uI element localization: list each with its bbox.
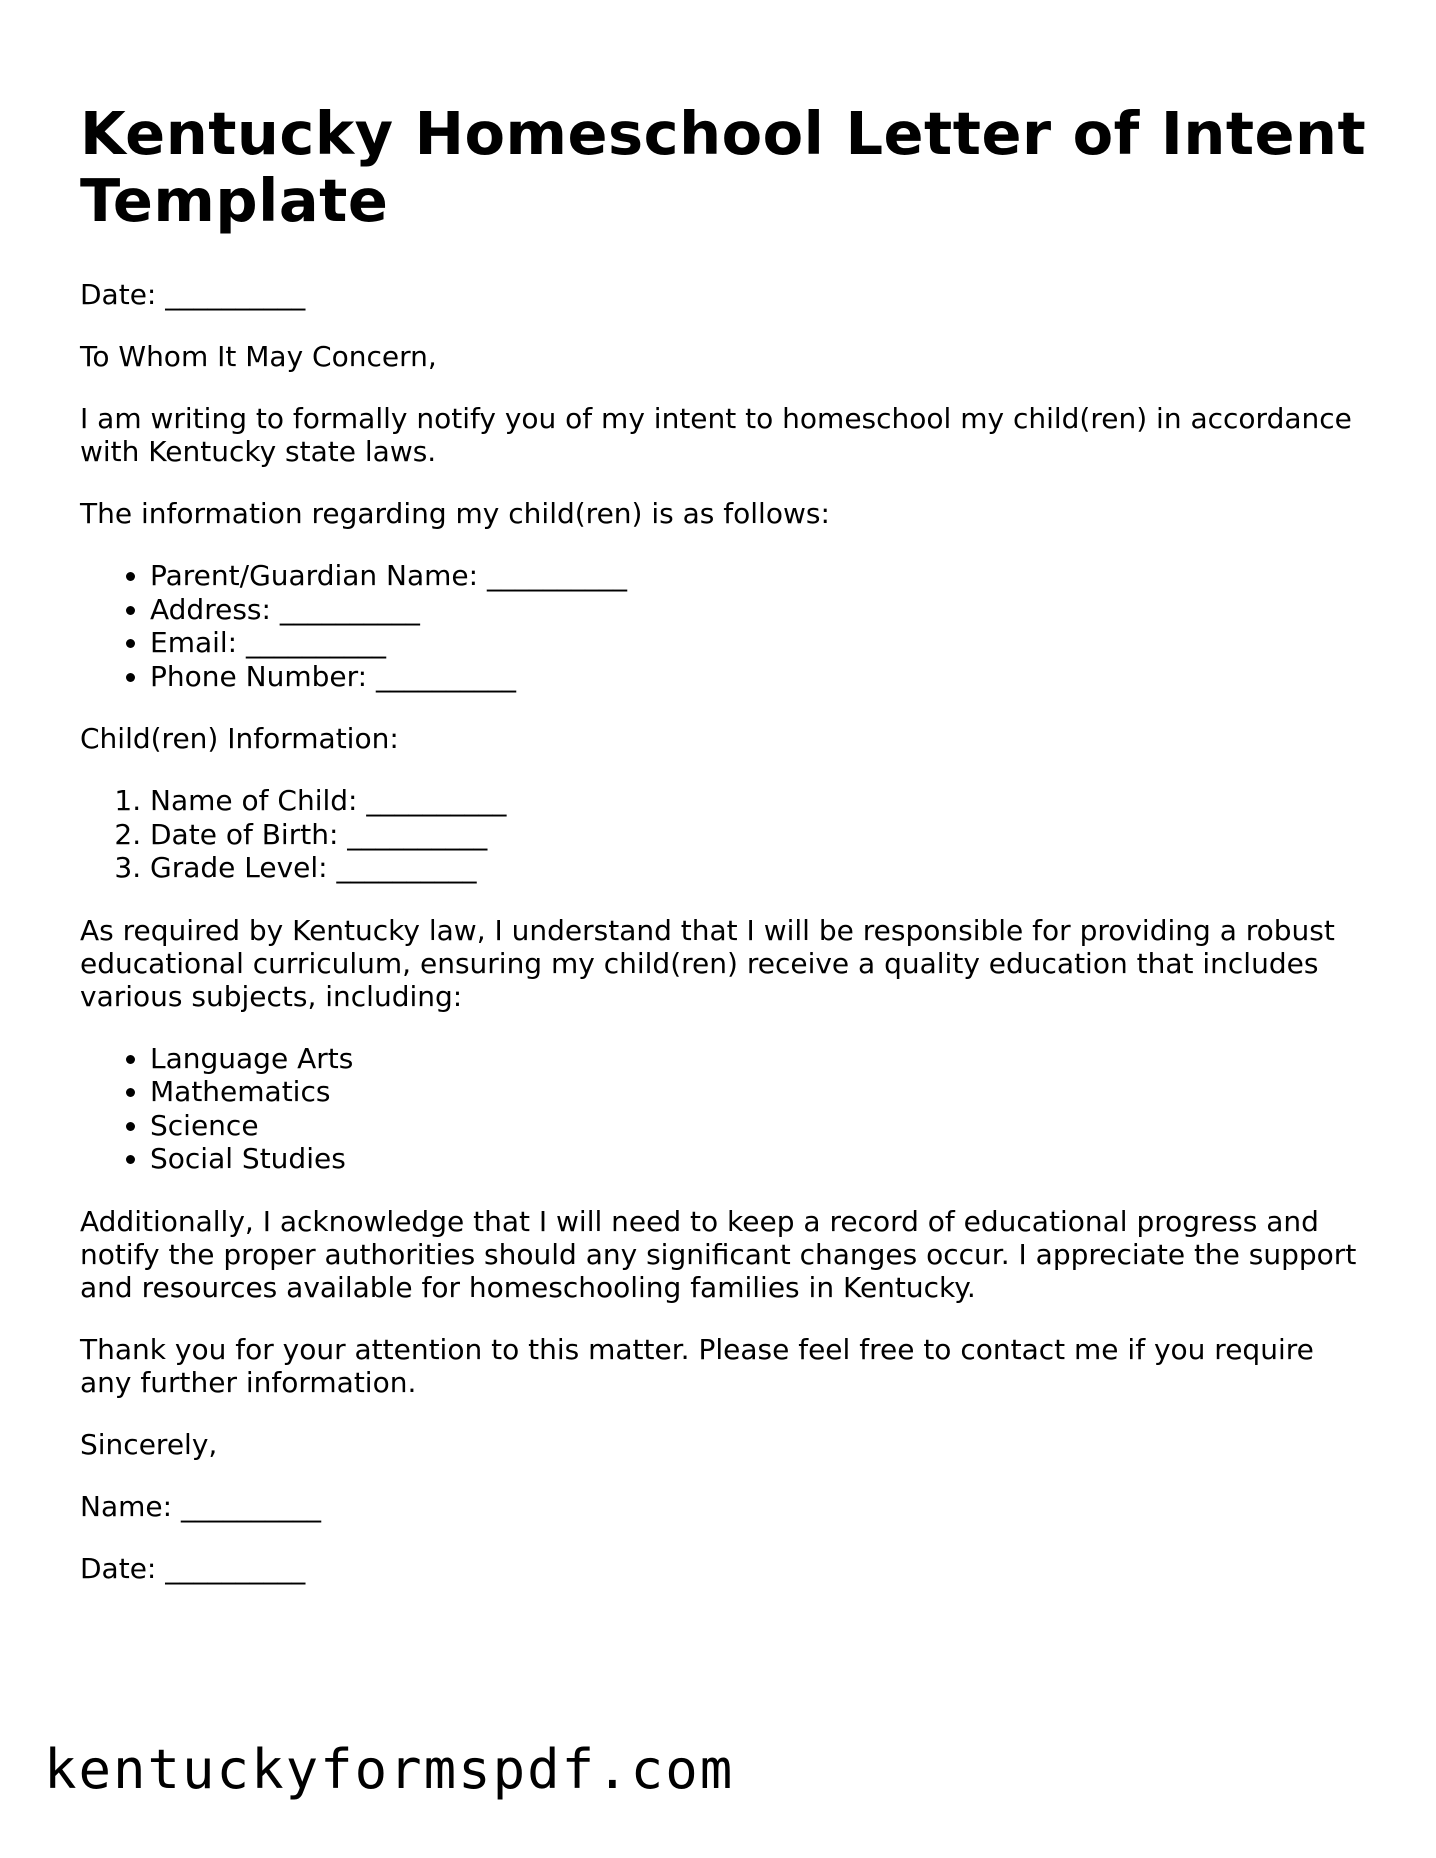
list-item: • Phone Number: __________ <box>150 660 1370 694</box>
list-item: • Address: __________ <box>150 593 1370 627</box>
list-item: • Email: __________ <box>150 626 1370 660</box>
date-line: Date: __________ <box>80 278 306 311</box>
letter-document <box>80 100 1370 1614</box>
salutation: To Whom It May Concern, <box>80 340 437 373</box>
signature-name: Name: __________ <box>80 1489 321 1523</box>
list-item: 1. Name of Child: __________ <box>150 784 1370 818</box>
intro-paragraph: I am writing to formally notify you of my intent to homeschool my child(ren) in accordance with Kentucky state laws. <box>80 402 1352 468</box>
parent-fields-list <box>80 559 1370 693</box>
list-item: • Social Studies <box>150 1142 1370 1176</box>
acknowledge-paragraph: Additionally, I acknowledge that I will need to keep a record of educational progress and notify the proper authorities should any significant changes occur. I appreciate the support and resources available for homeschooling families in Kentucky. <box>80 1204 1357 1304</box>
document-title: Kentucky Homeschool Letter of Intent Template <box>80 99 1367 235</box>
signature-date: Date: __________ <box>80 1551 306 1585</box>
child-heading: Child(ren) Information: <box>80 722 399 755</box>
list-item: • Language Arts <box>150 1042 1370 1076</box>
list-item: 3. Grade Level: __________ <box>150 851 1370 885</box>
list-item: 2. Date of Birth: __________ <box>150 818 1370 852</box>
closing: Sincerely, <box>80 1427 218 1461</box>
thanks-paragraph: Thank you for your attention to this matter. Please feel free to contact me if you require any further information. <box>80 1332 1314 1399</box>
list-item: • Science <box>150 1109 1370 1143</box>
law-paragraph: As required by Kentucky law, I understand that I will be responsible for providing a robust educational curriculum, ensuring my child(ren) receive a quality education that includes various subjects, including: <box>80 913 1335 1013</box>
info-heading: The information regarding my child(ren) is as follows: <box>80 497 830 530</box>
subjects-list <box>80 1042 1370 1176</box>
site-watermark: kentuckyformspdf.com <box>44 1738 735 1801</box>
list-item: • Parent/Guardian Name: __________ <box>150 559 1370 593</box>
child-fields-list <box>80 784 1370 885</box>
list-item: • Mathematics <box>150 1075 1370 1109</box>
